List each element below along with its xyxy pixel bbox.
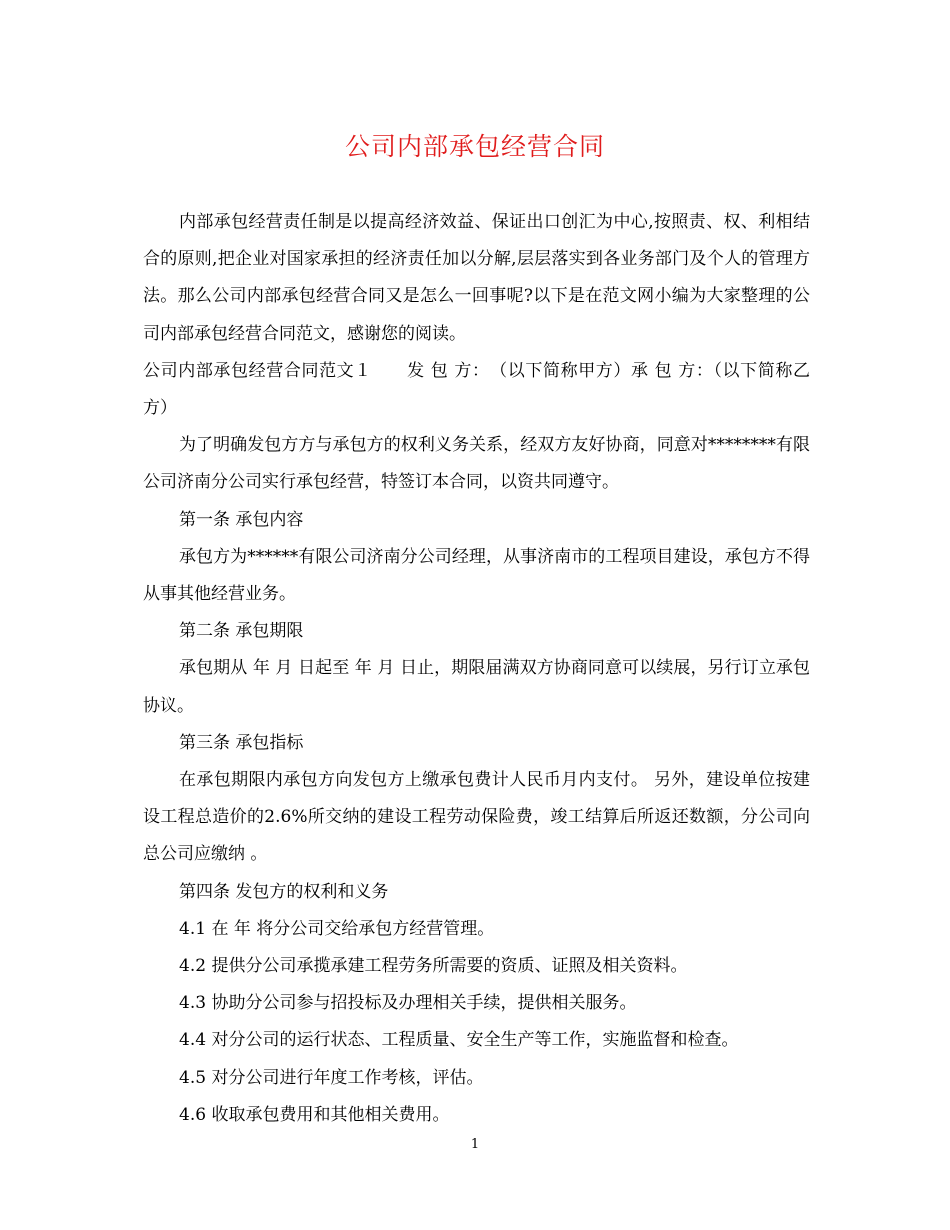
article-3-content: 在承包期限内承包方向发包方上缴承包费计人民币月内支付。 另外，建设单位按建设工程总造价的2.6%所交纳的建设工程劳动保险费，竣工结算后所返还数额，分公司向总公司应缴纳 。: [143, 770, 810, 865]
clause-4-3: 4.3 协助分公司参与招投标及办理相关手续，提供相关服务。: [179, 993, 637, 1014]
clause-4-5: 4.5 对分公司进行年度工作考核，评估。: [179, 1067, 484, 1088]
article-2-heading: 第二条 承包期限: [179, 621, 304, 642]
document-body: [143, 204, 810, 1134]
clause-4-6: 4.6 收取承包费用和其他相关费用。: [179, 1104, 450, 1125]
page-number: 1: [470, 1137, 480, 1152]
clause-4-1: 4.1 在 年 将分公司交给承包方经营管理。: [179, 918, 495, 939]
purpose-paragraph: 为了明确发包方方与承包方的权利义务关系，经双方友好协商，同意对********有限公司济南分公司实行承包经营，特签订本合同，以资共同遵守。: [143, 435, 810, 493]
document-title: 公司内部承包经营合同: [344, 132, 605, 161]
article-4-heading: 第四条 发包方的权利和义务: [179, 881, 389, 902]
clause-4-2: 4.2 提供分公司承揽承建工程劳务所需要的资质、证照及相关资料。: [179, 956, 688, 977]
article-2-content: 承包期从 年 月 日起至 年 月 日止，期限届满双方协商同意可以续展，另行订立承包协议。: [143, 658, 810, 716]
intro-paragraph: 内部承包经营责任制是以提高经济效益、保证出口创汇为中心,按照责、权、利相结合的原则,把企业对国家承担的经济责任加以分解,层层落实到各业务部门及个人的管理方法。那么公司内部承包经营合同又是怎么一回事呢?以下是在范文网小编为大家整理的公司内部承包经营合同范文，感谢您的阅读。: [143, 212, 810, 344]
article-1-heading: 第一条 承包内容: [179, 509, 304, 530]
article-3-heading: 第三条 承包指标: [179, 732, 304, 753]
contract-parties-line: 公司内部承包经营合同范文１ 发 包 方： （以下简称甲方）承 包 方：（以下简称乙方）: [143, 360, 810, 419]
article-1-content: 承包方为******有限公司济南分公司经理，从事济南市的工程项目建设，承包方不得从事其他经营业务。: [143, 546, 810, 605]
clause-4-4: 4.4 对分公司的运行状态、工程质量、安全生产等工作，实施监督和检查。: [179, 1030, 739, 1051]
